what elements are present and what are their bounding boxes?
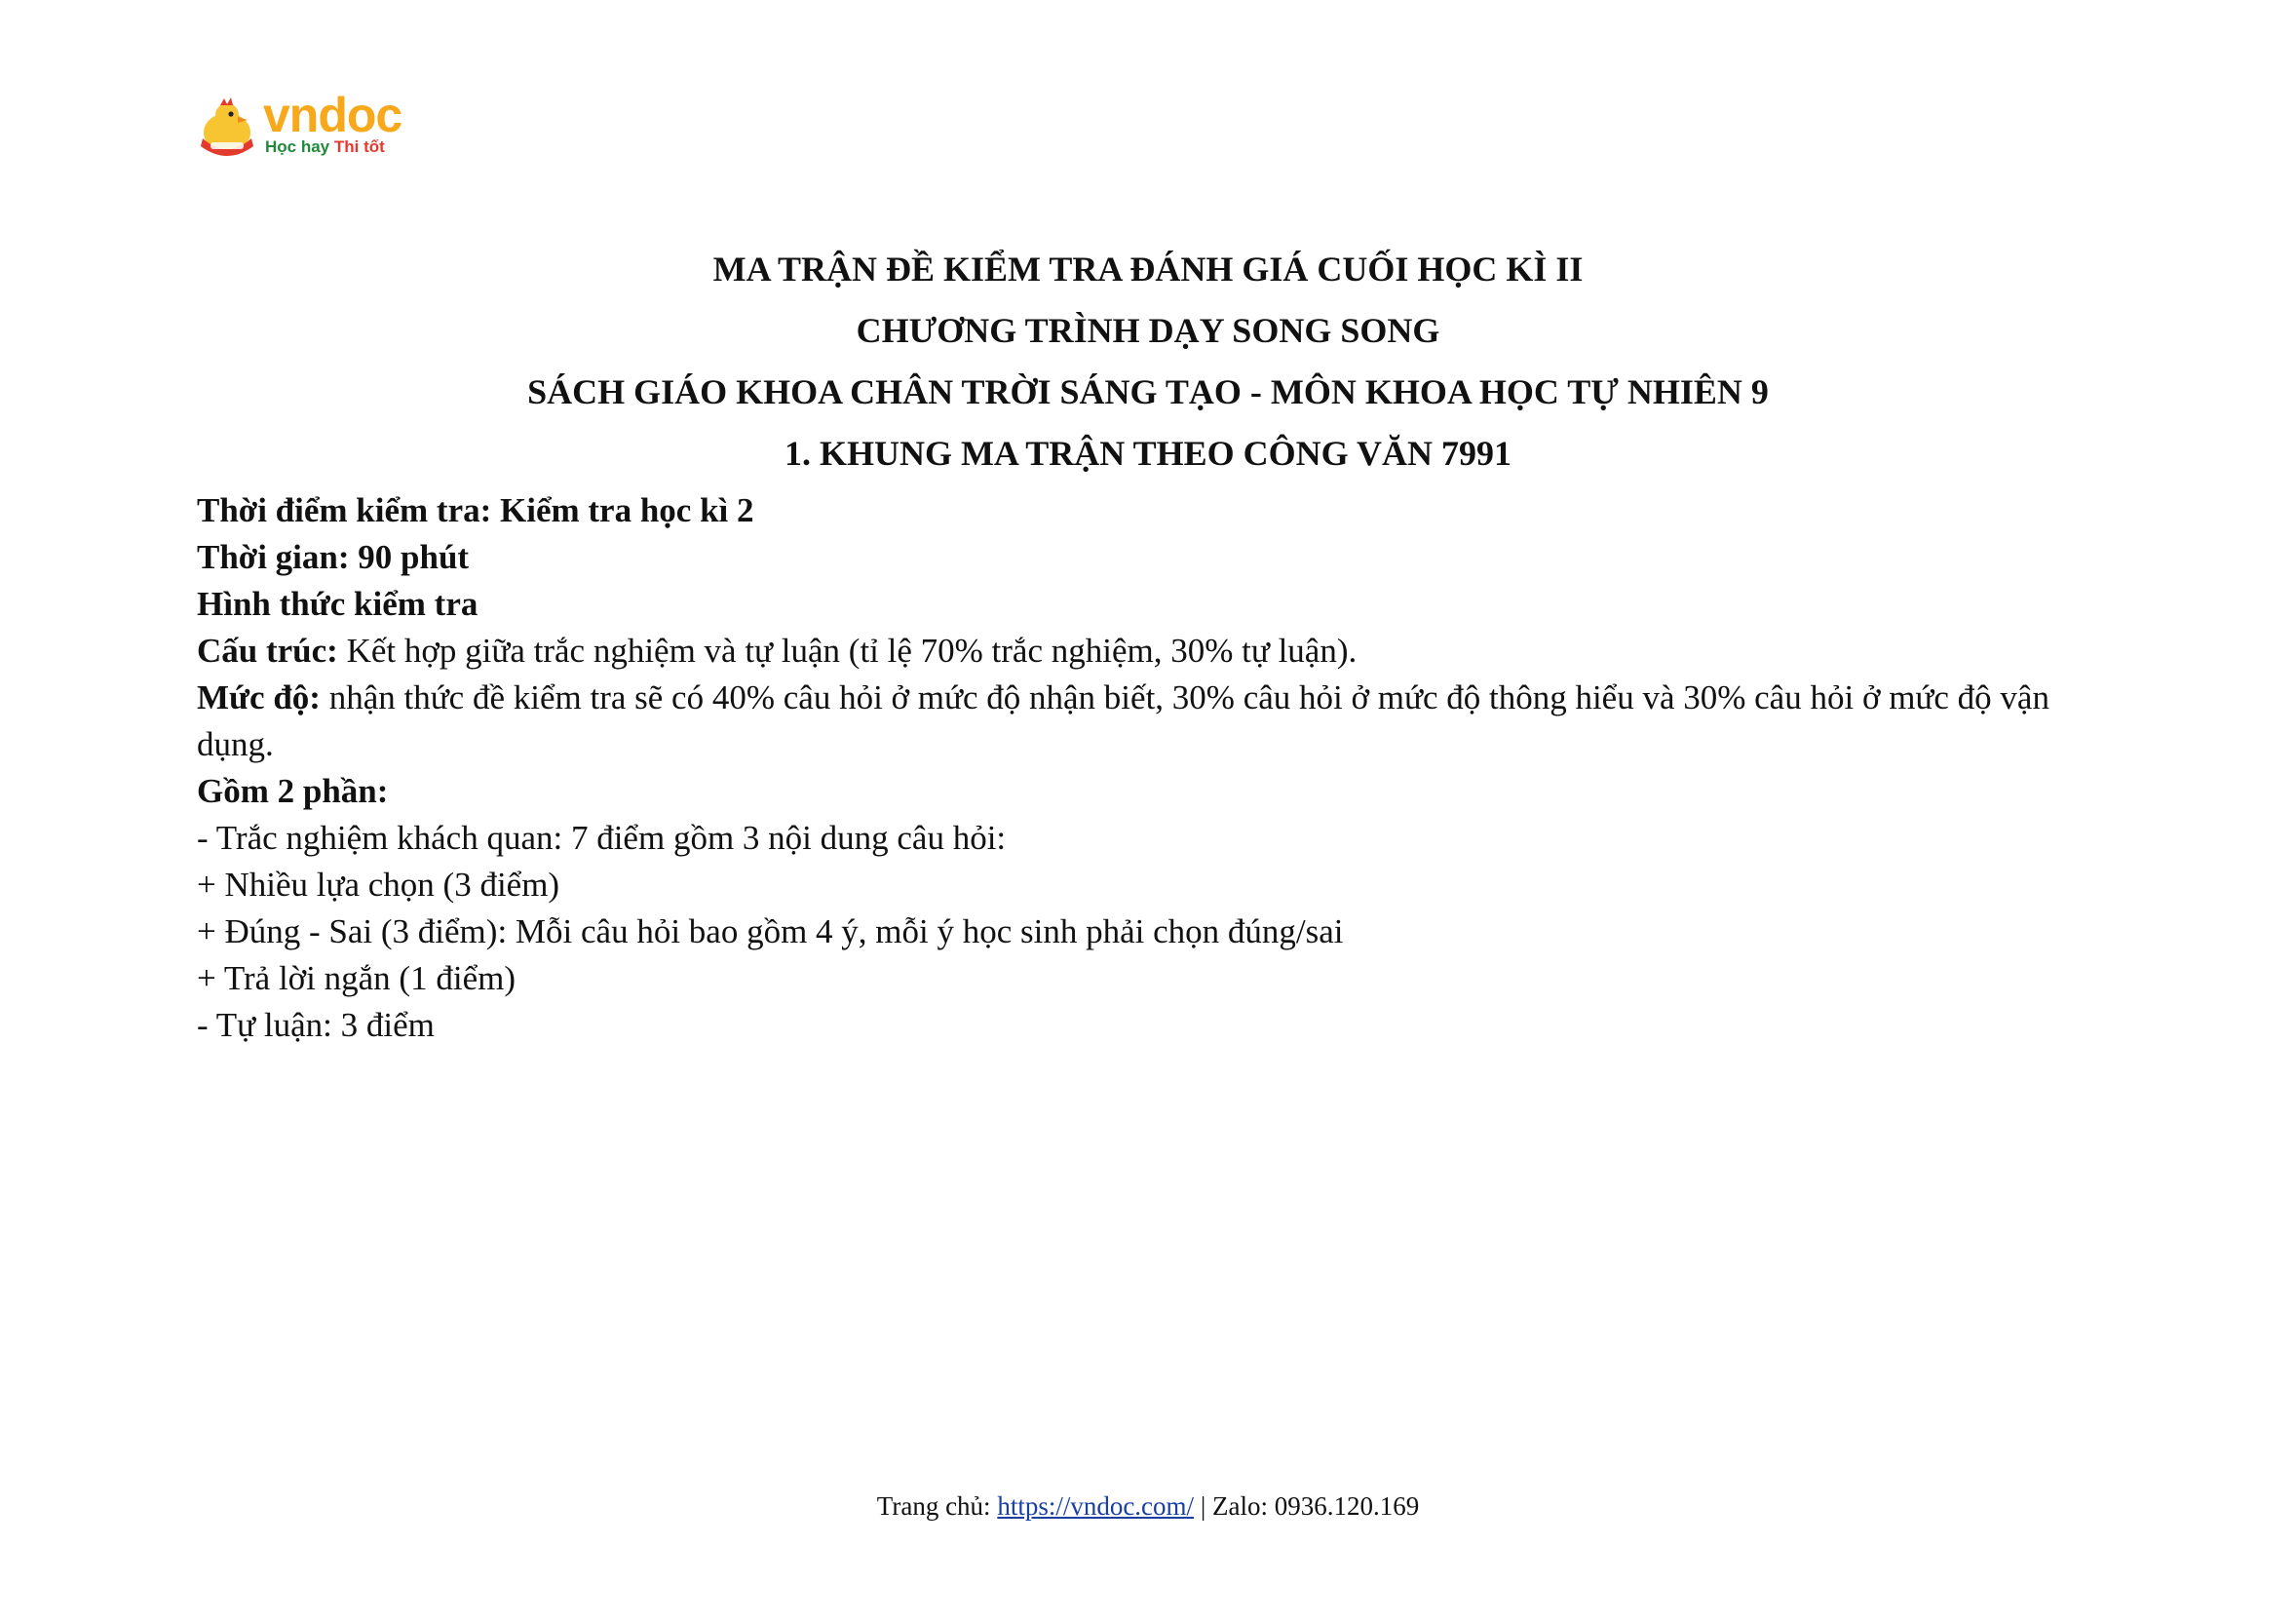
page-footer [0,1487,2296,1526]
part-item: + Đúng - Sai (3 điểm): Mỗi câu hỏi bao gồm 4 ý, mỗi ý học sinh phải chọn đúng/sai [197,912,1344,950]
logo-slogan-part2: Thi tốt [333,137,385,156]
footer-suffix: | Zalo: 0936.120.169 [1194,1491,1420,1521]
exam-time-point: Thời điểm kiểm tra: Kiểm tra học kì 2 [197,491,754,529]
title-line-3: SÁCH GIÁO KHOA CHÂN TRỜI SÁNG TẠO - MÔN KHOA HỌC TỰ NHIÊN 9 [527,372,1769,411]
logo-slogan [265,136,385,158]
footer-homepage-link[interactable]: https://vndoc.com/ [997,1491,1195,1521]
structure-label: Cấu trúc: [197,632,338,670]
part-item: + Nhiều lựa chọn (3 điểm) [197,866,560,904]
part-item: - Tự luận: 3 điểm [197,1006,435,1044]
vndoc-logo[interactable] [195,88,419,164]
footer-prefix: Trang chủ: [876,1491,998,1521]
level-label: Mức độ: [197,678,321,716]
chick-mascot-icon [195,97,259,160]
part-item: + Trả lời ngắn (1 điểm) [197,959,516,997]
level-paragraph [197,675,2107,768]
parts-heading: Gồm 2 phần: [197,772,389,810]
exam-duration: Thời gian: 90 phút [197,538,470,576]
title-line-4: 1. KHUNG MA TRẬN THEO CÔNG VĂN 7991 [784,434,1512,473]
document-body [197,487,2107,1049]
structure-text: Kết hợp giữa trắc nghiệm và tự luận (tỉ lệ 70% trắc nghiệm, 30% tự luận). [337,632,1358,670]
logo-brand-text: vndoc [263,88,402,142]
title-line-2: CHƯƠNG TRÌNH DẠY SONG SONG [856,311,1440,350]
title-line-1: MA TRẬN ĐỀ KIỂM TRA ĐÁNH GIÁ CUỐI HỌC KÌ II [712,250,1584,289]
logo-slogan-part1: Học hay [265,137,330,156]
part-item: - Trắc nghiệm khách quan: 7 điểm gồm 3 nội dung câu hỏi: [197,819,1007,857]
structure-paragraph [197,628,2107,675]
exam-form-heading: Hình thức kiểm tra [197,585,478,623]
document-title-block [0,239,2296,484]
level-text: nhận thức đề kiểm tra sẽ có 40% câu hỏi ở mức độ nhận biết, 30% câu hỏi ở mức độ thông hiểu và 30% câu hỏi ở mức độ vận dụng. [197,678,2049,763]
